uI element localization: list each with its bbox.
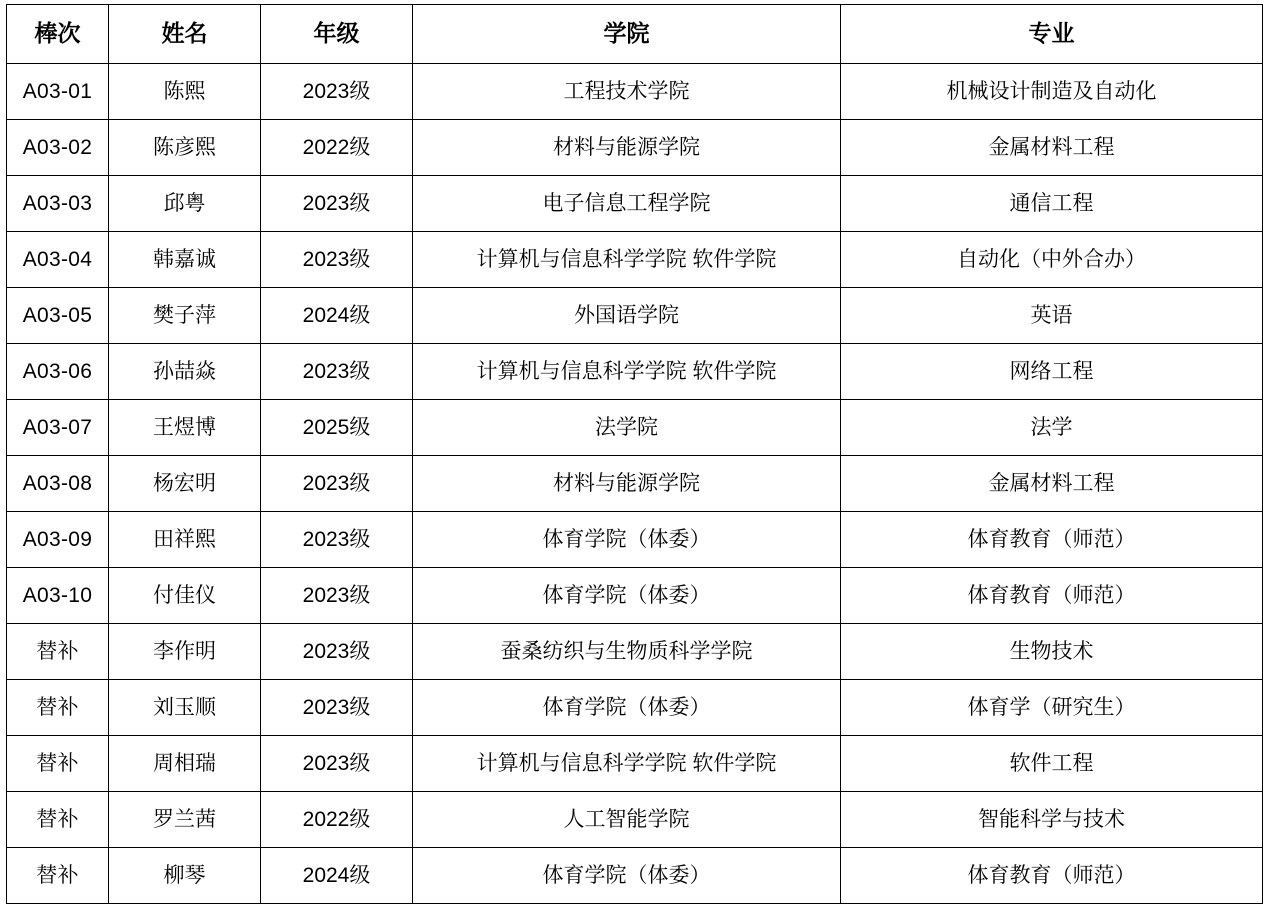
cell-major: 金属材料工程 — [841, 120, 1263, 176]
cell-name: 陈彦熙 — [109, 120, 261, 176]
cell-major: 网络工程 — [841, 344, 1263, 400]
cell-name: 罗兰茜 — [109, 792, 261, 848]
cell-college: 体育学院（体委） — [413, 680, 841, 736]
cell-order: 替补 — [7, 848, 109, 904]
table-row — [7, 848, 1263, 904]
table-row — [7, 288, 1263, 344]
cell-major: 体育教育（师范） — [841, 512, 1263, 568]
cell-name: 田祥熙 — [109, 512, 261, 568]
cell-order: A03-08 — [7, 456, 109, 512]
cell-grade: 2025级 — [261, 400, 413, 456]
cell-college: 材料与能源学院 — [413, 120, 841, 176]
table-row — [7, 512, 1263, 568]
cell-major: 金属材料工程 — [841, 456, 1263, 512]
roster-table — [6, 4, 1263, 904]
table-row — [7, 624, 1263, 680]
column-header-grade: 年级 — [261, 5, 413, 64]
cell-order: A03-06 — [7, 344, 109, 400]
cell-grade: 2023级 — [261, 736, 413, 792]
cell-college: 法学院 — [413, 400, 841, 456]
cell-major: 机械设计制造及自动化 — [841, 64, 1263, 120]
cell-college: 电子信息工程学院 — [413, 176, 841, 232]
table-row — [7, 344, 1263, 400]
cell-college: 体育学院（体委） — [413, 568, 841, 624]
cell-major: 体育学（研究生） — [841, 680, 1263, 736]
cell-name: 付佳仪 — [109, 568, 261, 624]
cell-order: A03-04 — [7, 232, 109, 288]
cell-name: 杨宏明 — [109, 456, 261, 512]
column-header-order: 棒次 — [7, 5, 109, 64]
cell-name: 陈熙 — [109, 64, 261, 120]
cell-order: 替补 — [7, 624, 109, 680]
cell-name: 韩嘉诚 — [109, 232, 261, 288]
table-row — [7, 456, 1263, 512]
table-header — [7, 5, 1263, 64]
cell-major: 智能科学与技术 — [841, 792, 1263, 848]
table-row — [7, 792, 1263, 848]
cell-name: 李作明 — [109, 624, 261, 680]
cell-order: A03-02 — [7, 120, 109, 176]
table-row — [7, 120, 1263, 176]
cell-college: 计算机与信息科学学院 软件学院 — [413, 344, 841, 400]
cell-order: A03-03 — [7, 176, 109, 232]
cell-order: A03-09 — [7, 512, 109, 568]
table-row — [7, 176, 1263, 232]
cell-name: 樊子萍 — [109, 288, 261, 344]
cell-order: A03-10 — [7, 568, 109, 624]
header-row — [7, 5, 1263, 64]
cell-order: A03-07 — [7, 400, 109, 456]
cell-college: 人工智能学院 — [413, 792, 841, 848]
cell-grade: 2023级 — [261, 568, 413, 624]
cell-grade: 2023级 — [261, 680, 413, 736]
cell-major: 通信工程 — [841, 176, 1263, 232]
cell-grade: 2024级 — [261, 848, 413, 904]
cell-major: 体育教育（师范） — [841, 848, 1263, 904]
cell-grade: 2024级 — [261, 288, 413, 344]
column-header-major: 专业 — [841, 5, 1263, 64]
cell-grade: 2023级 — [261, 64, 413, 120]
cell-major: 体育教育（师范） — [841, 568, 1263, 624]
cell-college: 计算机与信息科学学院 软件学院 — [413, 736, 841, 792]
cell-grade: 2023级 — [261, 344, 413, 400]
table-body — [7, 64, 1263, 904]
cell-college: 蚕桑纺织与生物质科学学院 — [413, 624, 841, 680]
cell-college: 外国语学院 — [413, 288, 841, 344]
cell-major: 生物技术 — [841, 624, 1263, 680]
cell-college: 体育学院（体委） — [413, 848, 841, 904]
table-row — [7, 736, 1263, 792]
table-row — [7, 400, 1263, 456]
table-row — [7, 568, 1263, 624]
cell-name: 柳琴 — [109, 848, 261, 904]
cell-college: 计算机与信息科学学院 软件学院 — [413, 232, 841, 288]
cell-grade: 2023级 — [261, 176, 413, 232]
cell-grade: 2023级 — [261, 624, 413, 680]
table-row — [7, 232, 1263, 288]
column-header-college: 学院 — [413, 5, 841, 64]
cell-name: 王煜博 — [109, 400, 261, 456]
cell-name: 刘玉顺 — [109, 680, 261, 736]
cell-order: A03-01 — [7, 64, 109, 120]
cell-college: 体育学院（体委） — [413, 512, 841, 568]
cell-order: 替补 — [7, 680, 109, 736]
cell-order: A03-05 — [7, 288, 109, 344]
cell-grade: 2023级 — [261, 456, 413, 512]
cell-grade: 2023级 — [261, 512, 413, 568]
cell-grade: 2022级 — [261, 120, 413, 176]
cell-major: 法学 — [841, 400, 1263, 456]
cell-grade: 2022级 — [261, 792, 413, 848]
cell-order: 替补 — [7, 792, 109, 848]
cell-order: 替补 — [7, 736, 109, 792]
cell-major: 自动化（中外合办） — [841, 232, 1263, 288]
cell-name: 邱粤 — [109, 176, 261, 232]
cell-name: 孙喆焱 — [109, 344, 261, 400]
cell-major: 英语 — [841, 288, 1263, 344]
table-row — [7, 64, 1263, 120]
column-header-name: 姓名 — [109, 5, 261, 64]
cell-major: 软件工程 — [841, 736, 1263, 792]
cell-grade: 2023级 — [261, 232, 413, 288]
cell-college: 材料与能源学院 — [413, 456, 841, 512]
cell-college: 工程技术学院 — [413, 64, 841, 120]
cell-name: 周相瑞 — [109, 736, 261, 792]
table-row — [7, 680, 1263, 736]
